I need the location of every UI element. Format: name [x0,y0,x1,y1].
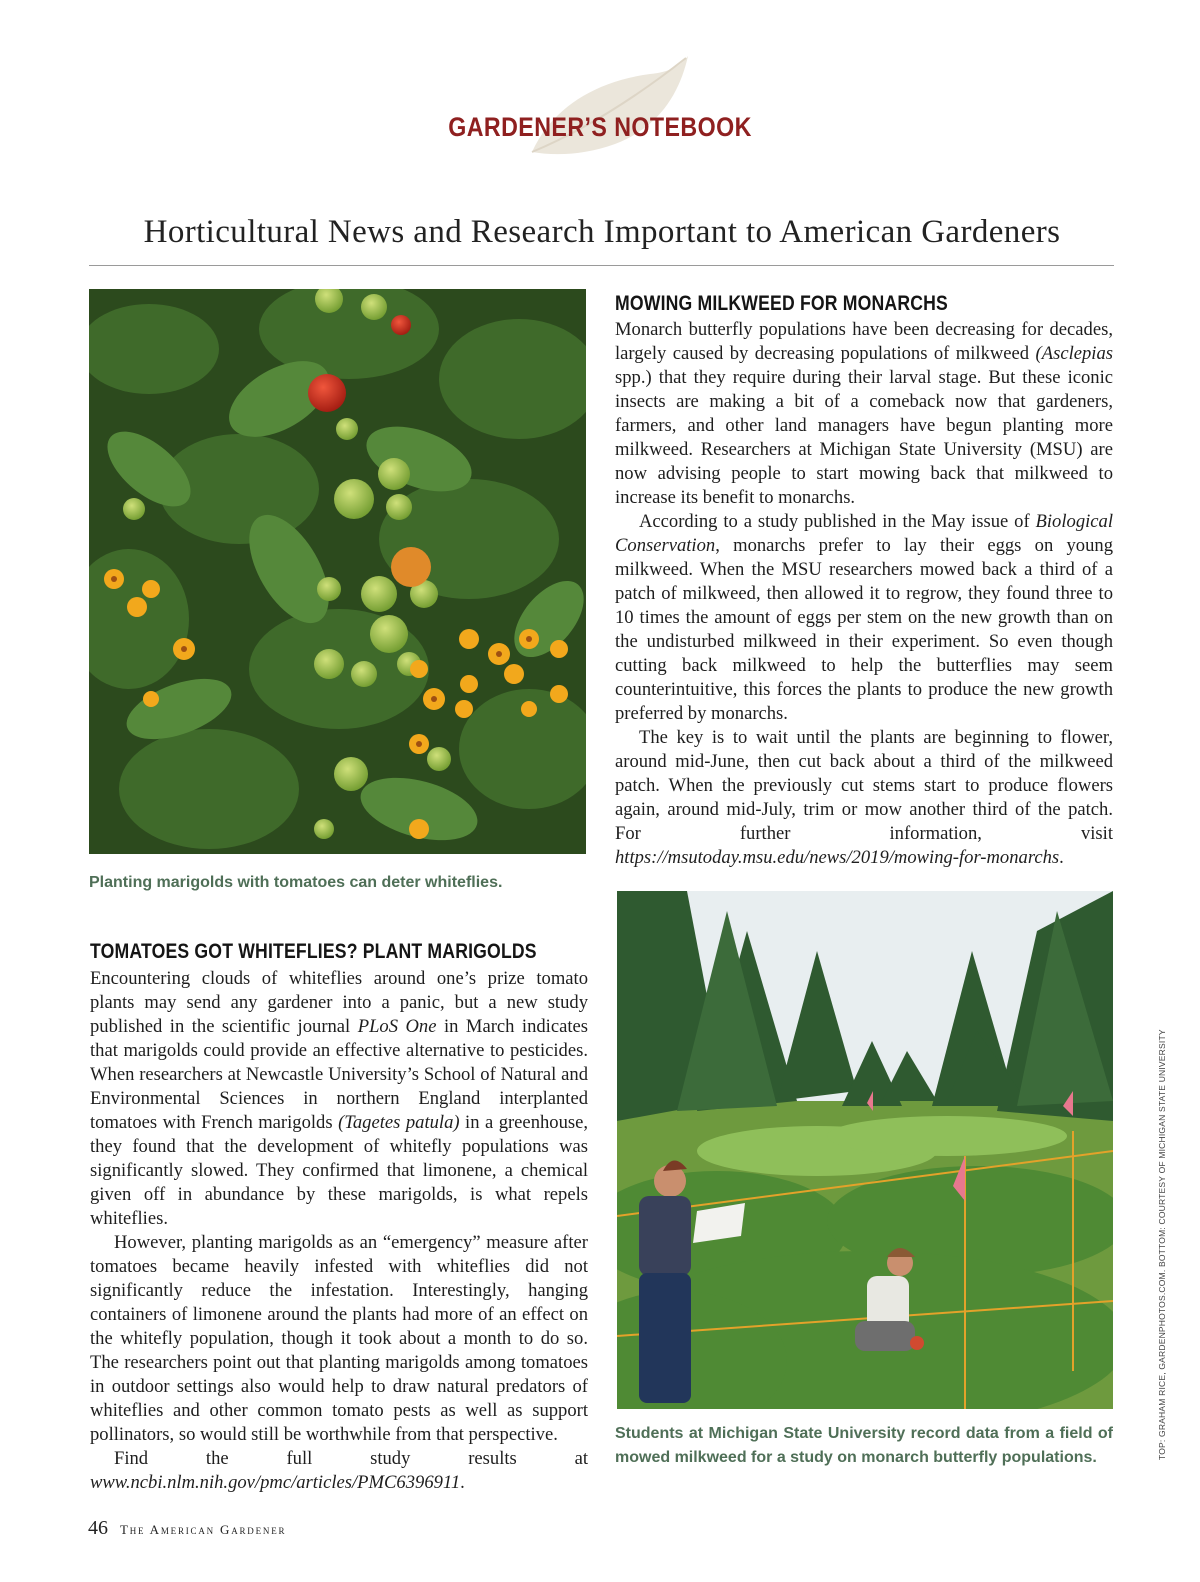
page-title: Horticultural News and Research Important to American Gardeners [143,214,1061,250]
page-number: 46 [88,1517,108,1539]
article-headline-milkweed: MOWING MILKWEED FOR MONARCHS [615,292,948,315]
msu-link[interactable]: https://msutoday.msu.edu/news/2019/mowing-for-monarchs [615,847,1060,868]
paragraph: Encountering clouds of whiteflies around one’s prize tomato plants may send any gardener into a panic, but a new study published in the scientific journal PLoS One in March indicates that marigolds could provide an effective alternative to pesticides. When researchers at Newcastle University’s School of Natural and Environmental Sciences in northern England interplanted tomatoes with French marigolds (Tagetes patula) in a greenhouse, they found that the development of whitefly populations was significantly slowed. They confirmed that limonene, a chemical given off in abundance by these marigolds, is what repels whiteflies. [90,968,589,1229]
article-body-marigolds [90,967,588,1495]
section-tag: GARDENER’S NOTEBOOK [448,112,752,142]
study-link[interactable]: www.ncbi.nlm.nih.gov/pmc/articles/PMC6396911 [90,1472,461,1493]
magazine-name: The American Gardener [120,1522,287,1537]
paragraph: However, planting marigolds as an “emergency” measure after tomatoes became heavily infested with whiteflies did not significantly reduce the infestation. Interestingly, hanging containers of limonene around the plants had more of an effect on the whitefly population, though it took about a month to do so. The researchers point out that planting marigolds among tomatoes in outdoor settings also would help to draw natural predators of whiteflies and other common tomato pests as well as support pollinators, so would still be worthwhile from that perspective. [90,1232,588,1445]
paragraph: Find the full study results at www.ncbi.nlm.nih.gov/pmc/articles/PMC6396911. [90,1448,588,1493]
photo-credit: TOP: GRAHAM RICE, GARDENPHOTOS.COM. BOTTOM: COURTESY OF MICHIGAN STATE UNIVERSITY [1157,1029,1167,1460]
tomato-marigold-photo [89,289,586,854]
article-body-milkweed [615,318,1113,870]
leaf-ornament-icon [520,52,690,162]
paragraph: The key is to wait until the plants are beginning to flower, around mid-June, then cut back about a third of the milkweed patch. When the previously cut stems start to produce flowers again, around mid-July, trim or mow another third of the patch. For further information, visit https://msutoday.msu.edu/news/2019/mowing-for-monarchs. [615,727,1113,868]
title-divider [89,265,1114,266]
photo-caption-tomatoes: Planting marigolds with tomatoes can deter whiteflies. [89,874,503,891]
paragraph: According to a study published in the May issue of Biological Conservation, monarchs prefer to lay their eggs on young milkweed. When the MSU researchers mowed back a third of a patch of milkweed, then allowed it to regrow, they found three to 10 times the amount of eggs per stem on the new growth than on the undisturbed milkweed in their experiment. So even though cutting back milkweed to help the butterflies may seem counterintuitive, this forces the plants to produce the new growth preferred by monarchs. [615,511,1113,724]
photo-caption-milkweed: Students at Michigan State University record data from a field of mowed milkweed for a study on monarch butterfly populations. [615,1425,1113,1466]
paragraph: Monarch butterfly populations have been decreasing for decades, largely caused by decreasing populations of milkweed (Asclepias spp.) that they require during their larval stage. But these iconic insects are making a bit of a comeback now that gardeners, farmers, and other land managers have begun planting more milkweed. Researchers at Michigan State University (MSU) are now advising people to start mowing back that milkweed to increase its benefit to monarchs. [615,319,1113,508]
page-footer [88,1517,286,1540]
article-headline-marigolds: TOMATOES GOT WHITEFLIES? PLANT MARIGOLDS [90,940,537,963]
milkweed-field-photo [617,891,1113,1409]
